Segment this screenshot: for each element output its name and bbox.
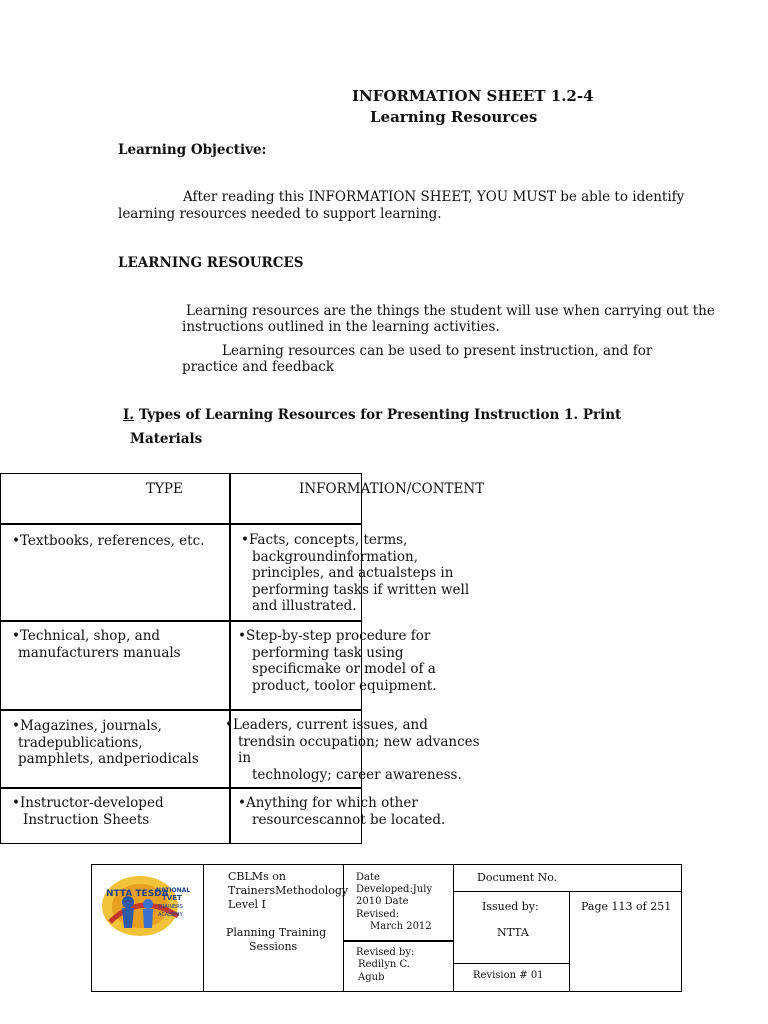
- footer-divider: [453, 891, 682, 892]
- table-cell-type: •Magazines, journals, tradepublications, pamphlets, andperiodicals: [12, 718, 199, 767]
- table-row-divider: [0, 523, 362, 525]
- paragraph1-line1: Learning resources are the things the student will use when carrying out the: [186, 303, 715, 319]
- table-header-info: INFORMATION/CONTENT: [299, 481, 485, 497]
- footer-date-line: 2010 Date: [356, 896, 409, 907]
- footer-revised-by-line: Agub: [358, 972, 385, 983]
- sheet-subtitle: Learning Resources: [370, 108, 538, 126]
- table-row-divider: [0, 709, 362, 711]
- footer-divider: [453, 963, 570, 964]
- footer-divider: [343, 940, 454, 942]
- objective-text-line1: After reading this INFORMATION SHEET, YOU MUST be able to identify: [183, 189, 685, 205]
- logo-text: ACADEMY: [158, 912, 183, 918]
- objective-text-line2: learning resources needed to support learning.: [118, 206, 442, 222]
- footer-cblm-line: Level I: [228, 898, 266, 911]
- types-heading-text: Types of Learning Resources for Presenting Instruction 1. Print: [138, 407, 622, 423]
- footer-date-line: March 2012: [370, 921, 432, 932]
- footer-revised-by-line: Revised by:: [356, 947, 415, 958]
- table-cell-type: •Technical, shop, and manufacturers manuals: [12, 628, 181, 661]
- paragraph2-line2: practice and feedback: [182, 359, 335, 375]
- logo-text: TRAINERS: [158, 904, 183, 910]
- footer-divider: [569, 892, 570, 992]
- footer-divider: [453, 864, 454, 992]
- types-heading-line2: Materials: [130, 431, 203, 447]
- footer-revised-by-line: Redilyn C.: [358, 959, 410, 970]
- logo-text: TVET: [162, 894, 182, 902]
- footer-cblm-line: TrainersMethodology: [228, 884, 349, 897]
- footer-border-bottom: [91, 991, 682, 992]
- footer-module-line: Planning Training: [226, 926, 327, 939]
- table-cell-info: •Anything for which other resourcescannot be located.: [238, 795, 446, 828]
- table-row-divider: [0, 620, 362, 622]
- footer-cblm-line: CBLMs on: [228, 870, 286, 883]
- ntta-logo-icon: [100, 872, 192, 940]
- logo-text: NTTA TESDA: [106, 889, 169, 899]
- table-cell-info: •Facts, concepts, terms, backgroundinformation, principles, and actualsteps in performing tasks if written well and illustrated.: [241, 532, 470, 614]
- table-row-divider: [0, 787, 362, 789]
- footer-border-top: [91, 864, 682, 865]
- footer-page-number: Page 113 of 251: [581, 900, 672, 913]
- paragraph1-line2: instructions outlined in the learning activities.: [182, 319, 500, 335]
- logo-text: NATIONAL: [156, 887, 191, 894]
- footer-date-line: Developed:July: [356, 884, 433, 895]
- footer-date-line: Date: [356, 872, 380, 883]
- section-heading: LEARNING RESOURCES: [118, 255, 304, 271]
- table-cell-info: •Leaders, current issues, and trendsin occupation; new advances in technology; career awareness.: [225, 717, 480, 783]
- footer-revision: Revision # 01: [473, 970, 544, 981]
- footer-date-line: Revised:: [356, 909, 400, 920]
- table-cell-info: •Step-by-step procedure for performing task using specificmake or model of a product, toolor equipment.: [238, 628, 437, 694]
- footer-document-number: Document No.: [477, 871, 558, 884]
- footer-module-line: Sessions: [249, 940, 298, 953]
- paragraph2-line1: Learning resources can be used to present instruction, and for: [222, 343, 653, 359]
- table-cell-type: •Instructor-developed Instruction Sheets: [12, 795, 164, 828]
- footer-border-left: [91, 864, 92, 992]
- types-numeral: I.: [123, 407, 135, 423]
- footer-issuer: NTTA: [497, 926, 529, 939]
- objective-heading: Learning Objective:: [118, 142, 267, 158]
- footer-divider: [203, 864, 204, 992]
- table-cell-type: •Textbooks, references, etc.: [12, 533, 205, 549]
- footer-border-right: [681, 864, 682, 992]
- table-header-type: TYPE: [146, 481, 183, 497]
- types-heading-line1: [123, 407, 621, 423]
- footer-issued-by-label: Issued by:: [482, 900, 539, 913]
- sheet-title: INFORMATION SHEET 1.2-4: [352, 87, 594, 105]
